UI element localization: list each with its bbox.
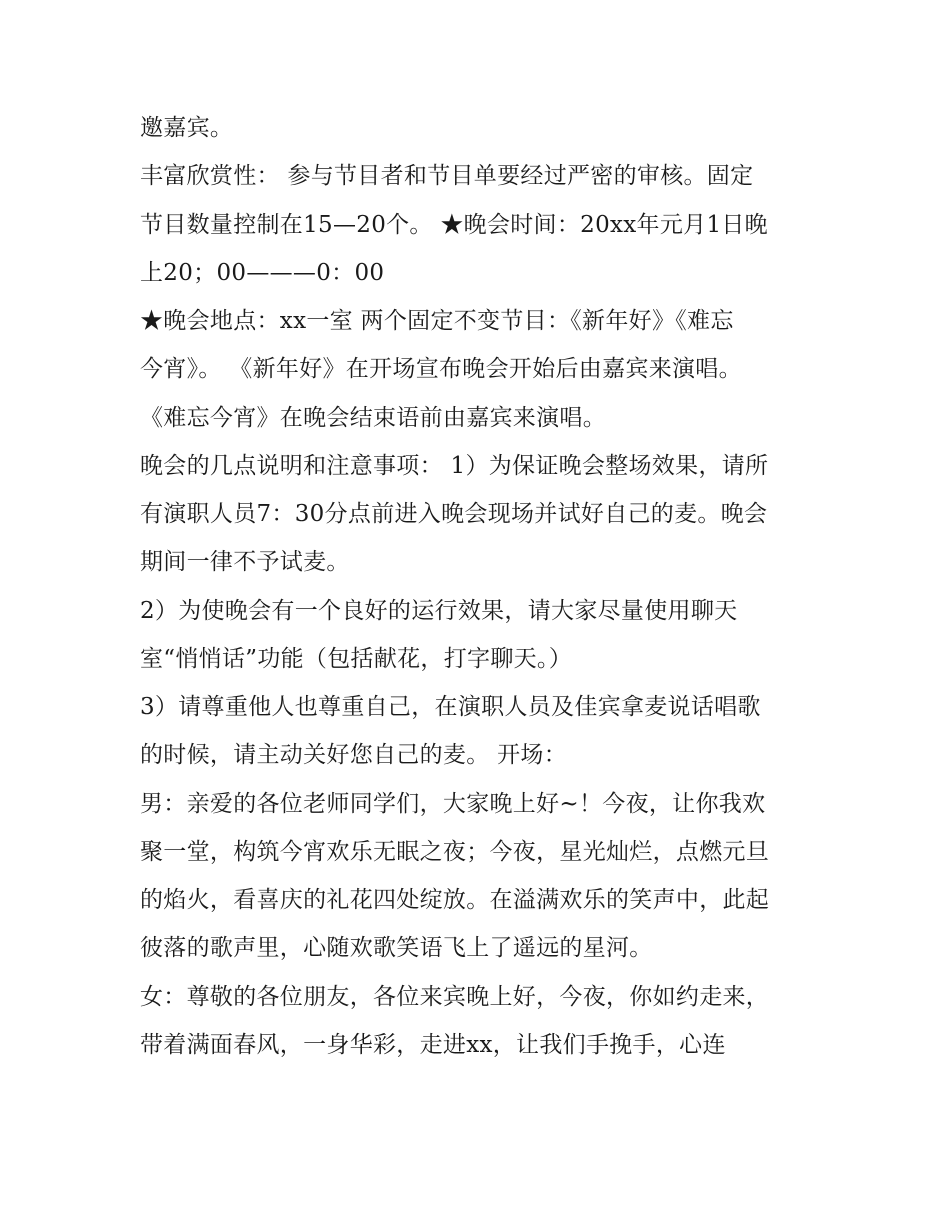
text-line: ★晚会地点：xx一室 两个固定不变节目：《新年好》《难忘 (140, 308, 734, 334)
text-line: 男：亲爱的各位老师同学们，大家晚上好~！今夜，让你我欢 (140, 790, 766, 817)
text-line: 带着满面春风，一身华彩，走进xx，让我们手挽手，心连 (140, 1031, 726, 1058)
text-line: 有演职人员7：30分点前进入晚会现场并试好自己的麦。晚会 (140, 501, 768, 527)
document-body (140, 104, 820, 1069)
text-line: 节目数量控制在15—20个。 ★晚会时间：20xx年元月1日晚 (140, 211, 768, 238)
text-line: 的焰火，看喜庆的礼花四处绽放。在溢满欢乐的笑声中，此起 (140, 887, 770, 913)
text-line: 女：尊敬的各位朋友，各位来宾晚上好，今夜，你如约走来， (140, 983, 770, 1010)
text-line: 彼落的歌声里，心随欢歌笑语飞上了遥远的星河。 (140, 935, 653, 962)
text-line: 今宵》。 《新年好》在开场宣布晚会开始后由嘉宾来演唱。 (140, 356, 742, 383)
text-line: 《难忘今宵》在晚会结束语前由嘉宾来演唱。 (140, 404, 606, 431)
text-line: 2）为使晚会有一个良好的运行效果，请大家尽量使用聊天 (140, 597, 738, 624)
text-line: 的时候，请主动关好您自己的麦。 开场： (140, 742, 568, 769)
text-line: 3）请尊重他人也尊重自己，在演职人员及佳宾拿麦说话唱歌 (140, 694, 761, 720)
text-line: 丰富欣赏性： 参与节目者和节目单要经过严密的审核。固定 (140, 163, 754, 190)
text-line: 邀嘉宾。 (140, 115, 234, 141)
text-line: 期间一律不予试麦。 (140, 549, 350, 576)
text-line: 上20；00———0：00 (140, 259, 385, 286)
text-line: 室“悄悄话”功能（包括献花，打字聊天。） (140, 645, 573, 672)
text-line: 聚一堂，构筑今宵欢乐无眠之夜；今夜，星光灿烂，点燃元旦 (140, 838, 770, 865)
text-line: 晚会的几点说明和注意事项： 1）为保证晚会整场效果，请所 (140, 452, 769, 479)
